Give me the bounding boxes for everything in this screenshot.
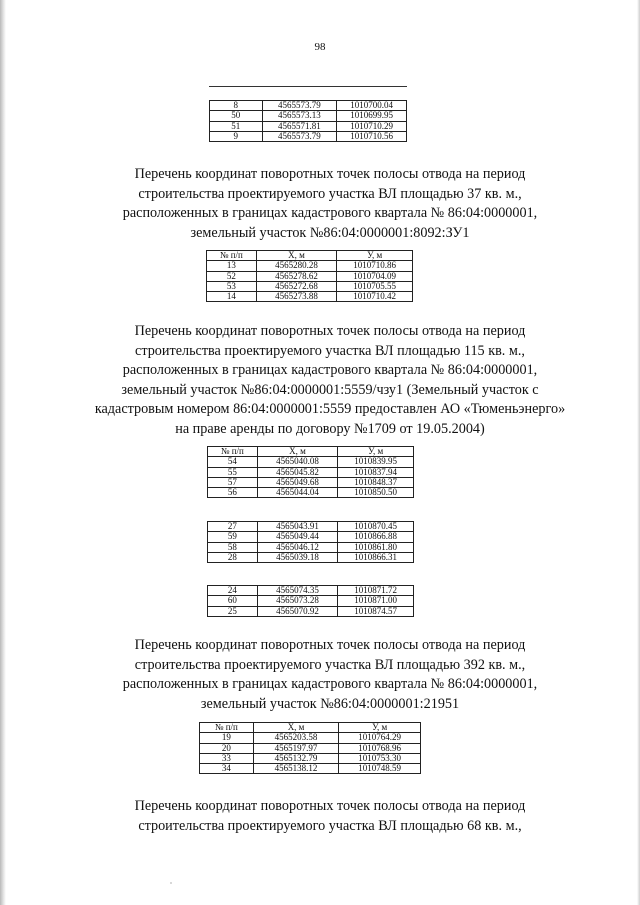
table-row: [208, 488, 414, 498]
heading-line: расположенных в границах кадастрового квартала № 86:04:0000001,: [122, 205, 538, 221]
table-row: [200, 743, 421, 753]
scan-speck: [170, 882, 172, 884]
x-coordinate: 4565203.58: [253, 733, 339, 743]
table-row: [208, 542, 414, 552]
point-number: 33: [200, 753, 254, 763]
y-coordinate: 1010748.59: [339, 764, 421, 774]
y-coordinate: 1010710.56: [337, 131, 407, 141]
table-row: [210, 101, 407, 111]
heading-line: расположенных в границах кадастрового квартала № 86:04:0000001,: [122, 676, 538, 692]
heading-line: строительства проектируемого участка ВЛ площадью 68 кв. м.,: [138, 817, 522, 834]
section-heading-115: [60, 322, 600, 439]
x-coordinate: 4565272.68: [256, 281, 337, 291]
point-number: 25: [208, 606, 258, 616]
table-row: [208, 522, 414, 532]
y-coordinate: 1010700.04: [337, 101, 407, 111]
y-coordinate: 1010837.94: [338, 467, 414, 477]
heading-line: кадастровым номером 86:04:0000001:5559 предоставлен АО «Тюменьэнерго»: [94, 401, 566, 417]
heading-line: строительства проектируемого участка ВЛ площадью 37 кв. м.,: [138, 185, 522, 202]
y-coordinate: 1010764.29: [339, 733, 421, 743]
heading-line: Перечень координат поворотных точек полосы отвода на период: [134, 323, 526, 339]
heading-line: Перечень координат поворотных точек полосы отвода на период: [134, 637, 526, 653]
y-coordinate: 1010874.57: [338, 606, 414, 616]
column-header-x: Х, м: [253, 723, 339, 733]
table-row: [207, 281, 413, 291]
x-coordinate: 4565045.82: [257, 467, 338, 477]
point-number: 24: [208, 586, 258, 596]
table-row: [208, 586, 414, 596]
y-coordinate: 1010870.45: [338, 522, 414, 532]
heading-line: земельный участок №86:04:0000001:8092:ЗУ1: [190, 224, 470, 241]
point-number: 50: [210, 111, 263, 121]
heading-line: на праве аренды по договору №1709 от 19.05.2004): [175, 420, 485, 437]
x-coordinate: 4565074.35: [257, 586, 338, 596]
column-header-y: У, м: [339, 723, 421, 733]
x-coordinate: 4565573.13: [262, 111, 337, 121]
table-row: [208, 532, 414, 542]
point-number: 8: [210, 101, 263, 111]
point-number: 60: [208, 596, 258, 606]
table-row: [210, 111, 407, 121]
x-coordinate: 4565571.81: [262, 121, 337, 131]
coordinates-table-115-a: [207, 446, 414, 498]
column-header-number: № п/п: [207, 251, 257, 261]
x-coordinate: 4565138.12: [253, 764, 339, 774]
table-header-row: [200, 723, 421, 733]
point-number: 28: [208, 552, 258, 562]
point-number: 53: [207, 281, 257, 291]
point-number: 14: [207, 292, 257, 302]
x-coordinate: 4565043.91: [257, 522, 338, 532]
section-heading-392: [60, 636, 600, 714]
y-coordinate: 1010866.88: [338, 532, 414, 542]
column-header-number: № п/п: [200, 723, 254, 733]
point-number: 27: [208, 522, 258, 532]
section-heading-68: [60, 797, 600, 836]
y-coordinate: 1010839.95: [338, 457, 414, 467]
column-header-number: № п/п: [208, 447, 258, 457]
column-header-x: Х, м: [256, 251, 337, 261]
y-coordinate: 1010850.50: [338, 488, 414, 498]
table-row: [208, 606, 414, 616]
point-number: 56: [208, 488, 258, 498]
x-coordinate: 4565070.92: [257, 606, 338, 616]
x-coordinate: 4565046.12: [257, 542, 338, 552]
y-coordinate: 1010848.37: [338, 477, 414, 487]
table-row: [208, 552, 414, 562]
heading-line: земельный участок №86:04:0000001:5559/чзу1 (Земельный участок с: [121, 381, 539, 398]
table-row: [200, 733, 421, 743]
heading-line: строительства проектируемого участка ВЛ площадью 392 кв. м.,: [134, 656, 526, 673]
heading-line: строительства проектируемого участка ВЛ площадью 115 кв. м.,: [135, 342, 525, 359]
coordinates-table-115-b: [207, 521, 414, 563]
page-number: 98: [314, 41, 326, 53]
heading-line: Перечень координат поворотных точек полосы отвода на период: [134, 798, 526, 814]
x-coordinate: 4565278.62: [256, 271, 337, 281]
y-coordinate: 1010866.31: [338, 552, 414, 562]
table-row: [208, 596, 414, 606]
column-header-x: Х, м: [257, 447, 338, 457]
heading-line: расположенных в границах кадастрового квартала № 86:04:0000001,: [122, 362, 538, 378]
y-coordinate: 1010710.29: [337, 121, 407, 131]
point-number: 59: [208, 532, 258, 542]
column-header-y: У, м: [337, 251, 413, 261]
table-row: [207, 271, 413, 281]
point-number: 54: [208, 457, 258, 467]
x-coordinate: 4565049.68: [257, 477, 338, 487]
table-row: [200, 753, 421, 763]
point-number: 51: [210, 121, 263, 131]
point-number: 34: [200, 764, 254, 774]
table-header-row: [208, 447, 414, 457]
coordinates-table-392: [199, 722, 421, 774]
coordinates-table-115-c: [207, 585, 414, 617]
x-coordinate: 4565197.97: [253, 743, 339, 753]
y-coordinate: 1010710.86: [337, 261, 413, 271]
x-coordinate: 4565044.04: [257, 488, 338, 498]
y-coordinate: 1010871.00: [338, 596, 414, 606]
point-number: 9: [210, 131, 263, 141]
footnote-rule: [209, 86, 407, 87]
y-coordinate: 1010704.09: [337, 271, 413, 281]
table-header-row: [207, 251, 413, 261]
point-number: 19: [200, 733, 254, 743]
y-coordinate: 1010871.72: [338, 586, 414, 596]
y-coordinate: 1010699.95: [337, 111, 407, 121]
point-number: 55: [208, 467, 258, 477]
y-coordinate: 1010768.96: [339, 743, 421, 753]
table-row: [210, 121, 407, 131]
table-row: [208, 477, 414, 487]
point-number: 13: [207, 261, 257, 271]
y-coordinate: 1010861.80: [338, 542, 414, 552]
heading-line: Перечень координат поворотных точек полосы отвода на период: [134, 166, 526, 182]
x-coordinate: 4565039.18: [257, 552, 338, 562]
table-row: [210, 131, 407, 141]
section-heading-37: [60, 165, 600, 243]
point-number: 52: [207, 271, 257, 281]
x-coordinate: 4565040.08: [257, 457, 338, 467]
x-coordinate: 4565132.79: [253, 753, 339, 763]
point-number: 58: [208, 542, 258, 552]
table-row: [207, 292, 413, 302]
point-number: 20: [200, 743, 254, 753]
x-coordinate: 4565273.88: [256, 292, 337, 302]
x-coordinate: 4565049.44: [257, 532, 338, 542]
table-row: [207, 261, 413, 271]
x-coordinate: 4565573.79: [262, 131, 337, 141]
scan-edge-left: [0, 0, 6, 905]
y-coordinate: 1010753.30: [339, 753, 421, 763]
heading-line: земельный участок №86:04:0000001:21951: [200, 695, 460, 712]
x-coordinate: 4565573.79: [262, 101, 337, 111]
coordinates-table-continuation: [209, 100, 407, 142]
table-row: [208, 467, 414, 477]
x-coordinate: 4565073.28: [257, 596, 338, 606]
y-coordinate: 1010710.42: [337, 292, 413, 302]
column-header-y: У, м: [338, 447, 414, 457]
table-row: [200, 764, 421, 774]
x-coordinate: 4565280.28: [256, 261, 337, 271]
table-row: [208, 457, 414, 467]
point-number: 57: [208, 477, 258, 487]
coordinates-table-37: [206, 250, 413, 302]
y-coordinate: 1010705.55: [337, 281, 413, 291]
